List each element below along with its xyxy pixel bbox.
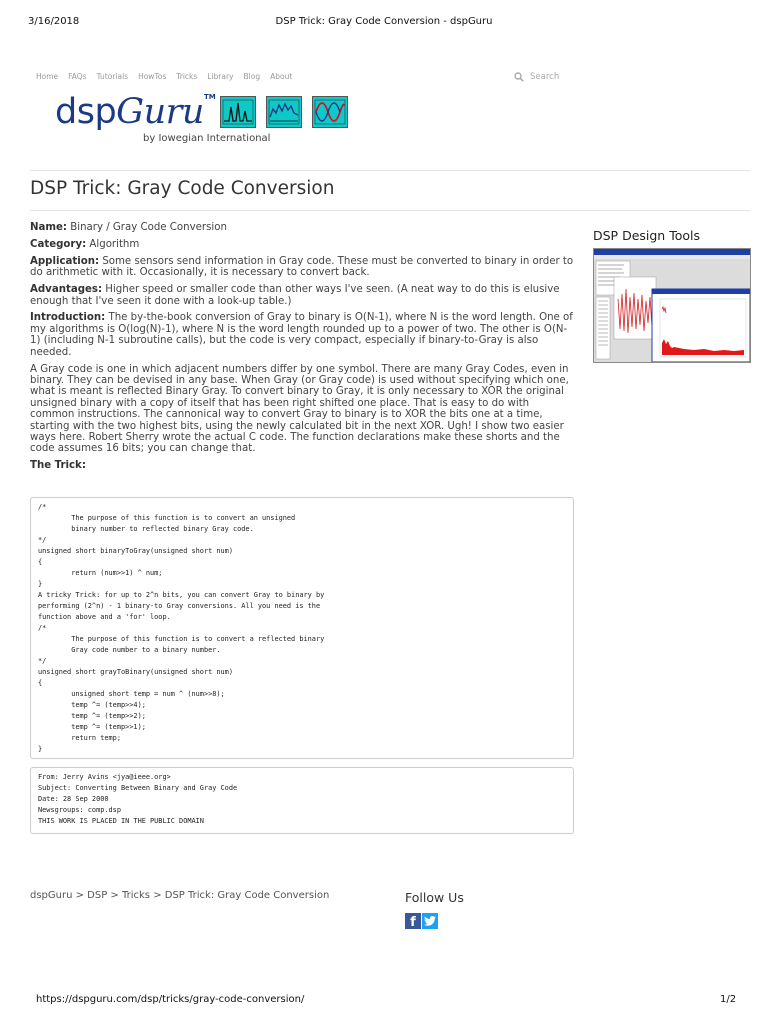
search-icon — [514, 72, 524, 82]
attribution-text: From: Jerry Avins <jya@ieee.org> Subject: Converting Between Binary and Gray Code Date: 28 Sep 2000 Newsgroups: comp.dsp THIS WORK IS PLACED IN THE PUBLIC DOMAIN — [38, 773, 238, 825]
page-title: DSP Trick: Gray Code Conversion — [30, 178, 335, 199]
facebook-icon[interactable]: f — [405, 913, 421, 929]
nav-library[interactable]: Library — [207, 72, 234, 81]
logo-wordmark: dspGuru — [55, 92, 204, 132]
article-body — [30, 222, 574, 477]
nav-home[interactable]: Home — [36, 72, 59, 81]
body-paragraph: A Gray code is one in which adjacent numbers differ by one symbol. There are many Gray Codes, even in binary. They can be devised in any base. When Gray (or Gray code) is used without specifying which one, what is meant is reflected Binary Gray. To convert binary to Gray, it is only necessary to XOR the original unsigned binary with a copy of itself that has been right shifted one place. That is easy to do with common instructions. The cannonical way to convert Gray to binary is to XOR the bits one at a time, starting with the two highest bits, using the newly calculated bit in the next XOR. Ugh! I show two easier ways here. Robert Sherry wrote the actual C code. The function declarations make these shorts and the code assumes 16 bits; you can change that. — [30, 363, 569, 455]
design-tools-screenshot[interactable] — [593, 248, 751, 363]
top-nav — [36, 72, 292, 81]
follow-us-title: Follow Us — [405, 890, 464, 905]
logo-trademark: TM — [204, 93, 216, 101]
nav-faqs[interactable]: FAQs — [68, 72, 87, 81]
title-divider — [30, 210, 750, 211]
social-links — [405, 913, 438, 929]
sidebar-title: DSP Design Tools — [593, 228, 700, 243]
advantages-paragraph: Advantages: Higher speed or smaller code than other ways I've seen. (A neat way to do this is elusive enough that I've seen it done with a look-up table.) — [30, 284, 560, 307]
nav-tutorials[interactable]: Tutorials — [96, 72, 129, 81]
nav-howtos[interactable]: HowTos — [138, 72, 167, 81]
trick-heading: The Trick: — [30, 460, 86, 472]
print-page-number: 1/2 — [720, 994, 737, 1005]
logo-sine-icon — [312, 96, 348, 128]
logo-spectrum-icon — [266, 96, 302, 128]
search-box[interactable] — [514, 72, 559, 82]
site-logo[interactable] — [55, 93, 360, 131]
logo-signal-icon — [220, 96, 256, 128]
introduction-paragraph: Introduction: The by-the-book conversion of Gray to binary is O(N-1), where N is the word length. One of my algorithms is O(log(N)-1), where N is the word length rounded up to a power of two. The other is O(N-1) (including N-1 subroutine calls), but the code is very compact, especially if binary-to-Gray is also needed. — [30, 312, 573, 358]
category-line: Category: Algorithm — [30, 238, 140, 250]
search-label: Search — [530, 72, 560, 82]
application-paragraph: Application: Some sensors send information in Gray code. These must be converted to binary in order to do arithmetic with it. Occasionally, it is necessary to convert back. — [30, 255, 574, 279]
print-title: DSP Trick: Gray Code Conversion - dspGuru — [275, 16, 493, 27]
print-url: https://dspguru.com/dsp/tricks/gray-code-conversion/ — [36, 994, 305, 1005]
nav-blog[interactable]: Blog — [243, 72, 261, 81]
code-block — [30, 497, 574, 759]
breadcrumb[interactable]: dspGuru > DSP > Tricks > DSP Trick: Gray Code Conversion — [30, 890, 330, 901]
nav-tricks[interactable]: Tricks — [176, 72, 198, 81]
nav-about[interactable]: About — [270, 72, 293, 81]
header-divider — [30, 170, 750, 171]
name-line: Name: Binary / Gray Code Conversion — [30, 222, 227, 233]
print-date: 3/16/2018 — [28, 16, 80, 27]
twitter-icon[interactable] — [422, 913, 438, 929]
attribution-block — [30, 767, 574, 834]
code-listing: /* The purpose of this function is to convert an unsigned binary number to reflected binary Gray code. */ unsigned short binaryToGray(unsigned short num) { return (num>>1) ^ num; } A tricky Trick: for up to 2^n bits, you can convert Gray to binary by performing (2^n) - 1 binary-to Gray conversions. All you need is the function above and a 'for' loop. /* The purpose of this function is to convert a reflected binary Gray code number to a binary number. */ unsigned short grayToBinary(unsigned short num) { unsigned short temp = num ^ (num>>8); temp ^= (temp>>4); temp ^= (temp>>2); temp ^= (temp>>1); return temp; } — [38, 503, 325, 753]
logo-subtitle: by Iowegian International — [143, 133, 271, 144]
